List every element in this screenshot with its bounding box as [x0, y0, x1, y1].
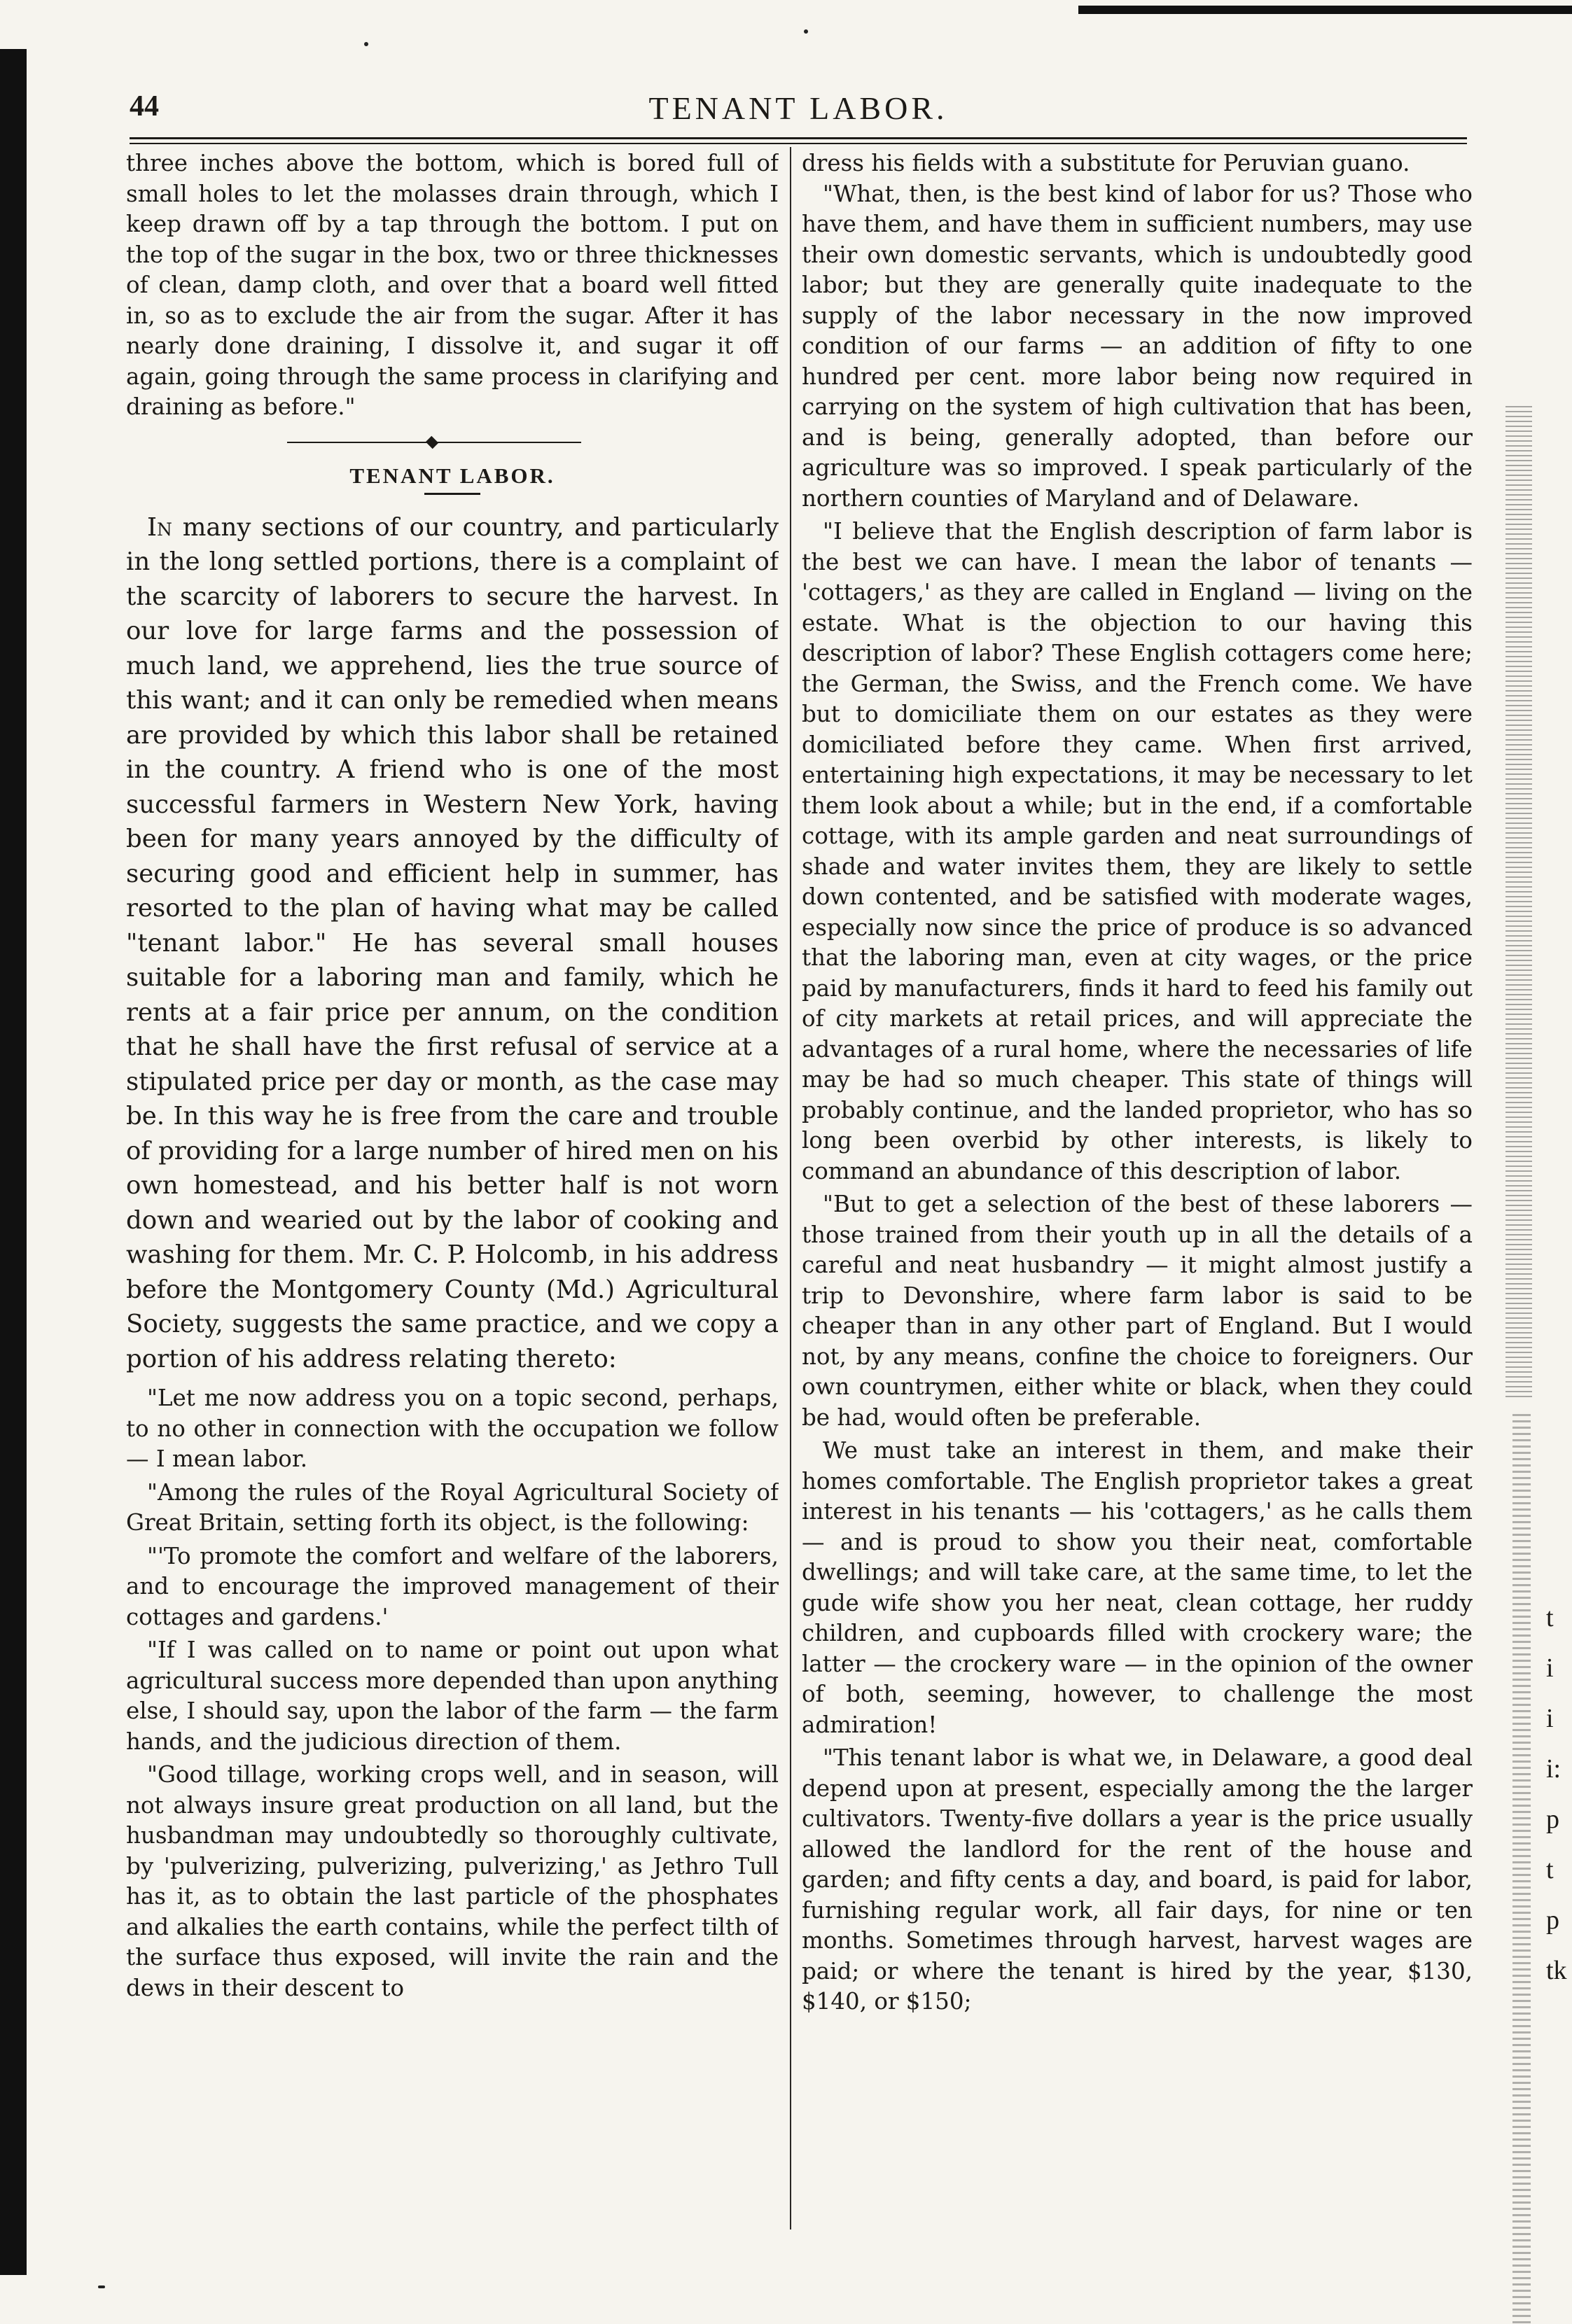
margin-fragment [1546, 1592, 1567, 1996]
right-paragraph: "This tenant labor is what we, in Delaware, a good deal depend upon at present, especially among the the larger cultivators. Twenty-five dollars a year is the price usually allowed the landlord for the rent of the house and garden; and fifty cents a day, and board, is paid for labor, furnishing regular work, all fair days, for nine or ten months. Sometimes through harvest, harvest wages are paid; or where the tenant is hired by the year, $130, $140, or $150; [802, 1744, 1473, 2015]
binding-shadow [0, 49, 27, 2275]
margin-fragment-letter: t [1546, 1603, 1554, 1632]
right-paragraph: "I believe that the English description of farm labor is the best we can have. I mean the labor of tenants — 'cottagers,' as they are called in England — living on the estate. What is the objection to our having this description of labor? These English cottagers come here; the German, the Swiss, and the French come. We have but to domiciliate them on our estates as they were domiciliated before they came. When first arrived, entertaining high expectations, it may be necessary to let them look about a while; but in the end, if a comfortable cottage, with its ample garden and neat surroundings of shade and water invites them, they are likely to settle down contented, and be satisfied with moderate wages, especially now since the price of produce is so advanced that the laboring man, even at city wages, or the price paid by manufacturers, finds it hard to feed his family out of city markets at retail prices, and will appreciate the advantages of a rural home, where the necessaries of life may be had so much cheaper. This state of things will probably continue, and the landed proprietor, who has so long been overbid by other interests, is likely to command an abundance of this description of labor. [802, 518, 1473, 1184]
quote-paragraph: "'To promote the comfort and welfare of the laborers, and to encourage the improved management of their cottages and gardens.' [126, 1542, 779, 1630]
section-heading: TENANT LABOR. [349, 463, 555, 488]
right-paragraph: We must take an interest in them, and make their homes comfortable. The English proprietor takes a great interest in his tenants — his 'cottagers,' as he calls them — and is proud to show you their neat, comfortable dwellings; and will take care, at the same time, to let the gude wife show you her neat, clean cottage, her ruddy children, and cupboards filled with crockery ware; the latter — the crockery ware — in the opinion of the owner of both, seeming, however, to challenge the most admiration! [802, 1437, 1473, 1738]
right-paragraph: dress his fields with a substitute for Peruvian guano. [802, 150, 1410, 176]
section-ornament [126, 437, 779, 448]
margin-fragment-letter: i: [1546, 1754, 1561, 1784]
page-edge-bleed [1512, 1414, 1531, 2324]
scan-speck [804, 29, 808, 34]
page-number: 44 [130, 90, 159, 122]
right-paragraph: "But to get a selection of the best of these laborers — those trained from their youth up in all the details of a careful and neat husbandry — it might almost justify a trip to Devonshire, where farm labor is said to be cheaper than in any other part of England. But I would not, by any means, confine the choice to foreigners. Our own countrymen, either white or black, when they could be had, would often be preferable. [802, 1191, 1473, 1431]
column-divider [790, 147, 791, 2230]
head-rule [130, 137, 1467, 144]
running-title: TENANT LABOR. [648, 90, 948, 126]
quote-paragraph: "Let me now address you on a topic second, perhaps, to no other in connection with the occupation we follow — I mean labor. [126, 1385, 779, 1472]
margin-fragment-letter: t [1546, 1855, 1554, 1884]
intro-text: many sections of our country, and particularly in the long settled portions, there is a complaint of the scarcity of laborers to secure the harvest. In our love for large farms and the possession of much land, we apprehend, lies the true source of this want; and it can only be remedied when means are provided by which this labor shall be retained in the country. A friend who is one of the most successful farmers in Western New York, having been for many years annoyed by the difficulty of securing good and efficient help in summer, has resorted to the plan of having what may be called "tenant labor." He has several small houses suitable for a laboring man and family, which he rents at a fair price per annum, on the condition that he shall have the first refusal of service at a stipulated price per day or month, as the case may be. In this way he is free from the care and trouble of providing for a large number of hired men on his own homestead, and his better half is not worn down and wearied out by the labor of cooking and washing for them. Mr. C. P. Holcomb, in his address before the Montgomery County (Md.) Agricultural Society, suggests the same practice, and we copy a portion of his address relating thereto: [126, 512, 779, 1373]
quote-paragraph: "Among the rules of the Royal Agricultural Society of Great Britain, setting forth its object, is the following: [126, 1478, 779, 1536]
page-edge-bleed [1505, 406, 1532, 1400]
right-column [802, 148, 1473, 2231]
left-column [126, 148, 779, 2229]
quote-paragraph: "If I was called on to name or point out upon what agricultural success more depended than upon anything else, I should say, upon the labor of the farm — the farm hands, and the judicious direction of them. [126, 1637, 779, 1755]
heading-underline [424, 493, 480, 495]
scan-speck [98, 2286, 105, 2288]
scan-edge-rule [1078, 6, 1572, 14]
running-head [130, 90, 1467, 132]
right-paragraph: "What, then, is the best kind of labor for us? Those who have them, and have them in sufficient numbers, may use their own domestic servants, which is undoubtedly good labor; but they are generally quite inadequate to the supply of the labor necessary in the now improved condition of our farms — an addition of fifty to one hundred per cent. more labor being now required in carrying on the system of high cultivation that has been, and is being, generally adopted, than before our agriculture was so improved. I speak particularly of the northern counties of Maryland and of Delaware. [802, 180, 1473, 512]
margin-fragment-letter: p [1546, 1805, 1559, 1834]
continuation-paragraph: three inches above the bottom, which is bored full of small holes to let the molasses drain through, which I keep drawn off by a tap through the bottom. I put on the top of the sugar in the box, two or three thicknesses of clean, damp cloth, and over that a board well fitted in, so as to exclude the air from the sugar. After it has nearly done draining, I dissolve it, and sugar it off again, going through the same process in clarifying and draining as before." [126, 150, 779, 420]
scan-speck [364, 42, 368, 46]
margin-fragment-letter: p [1546, 1905, 1559, 1935]
margin-fragment-letter: i [1546, 1653, 1554, 1683]
margin-fragment-letter: i [1546, 1704, 1554, 1733]
margin-fragment-letter: tk [1546, 1956, 1567, 1985]
quote-paragraph: "Good tillage, working crops well, and in season, will not always insure great production on all land, but the husbandman may undoubtedly so thoroughly cultivate, by 'pulverizing, pulverizing, pulverizing,' as Jethro Tull has it, as to obtain the last particle of the phosphates and alkalies the earth contains, while the perfect tilth of the surface thus exposed, will invite the rain and the dews in their descent to [126, 1761, 779, 2001]
intro-dropcap: In [147, 512, 172, 542]
intro-paragraph [126, 510, 779, 1377]
ornament-diamond [426, 435, 438, 448]
